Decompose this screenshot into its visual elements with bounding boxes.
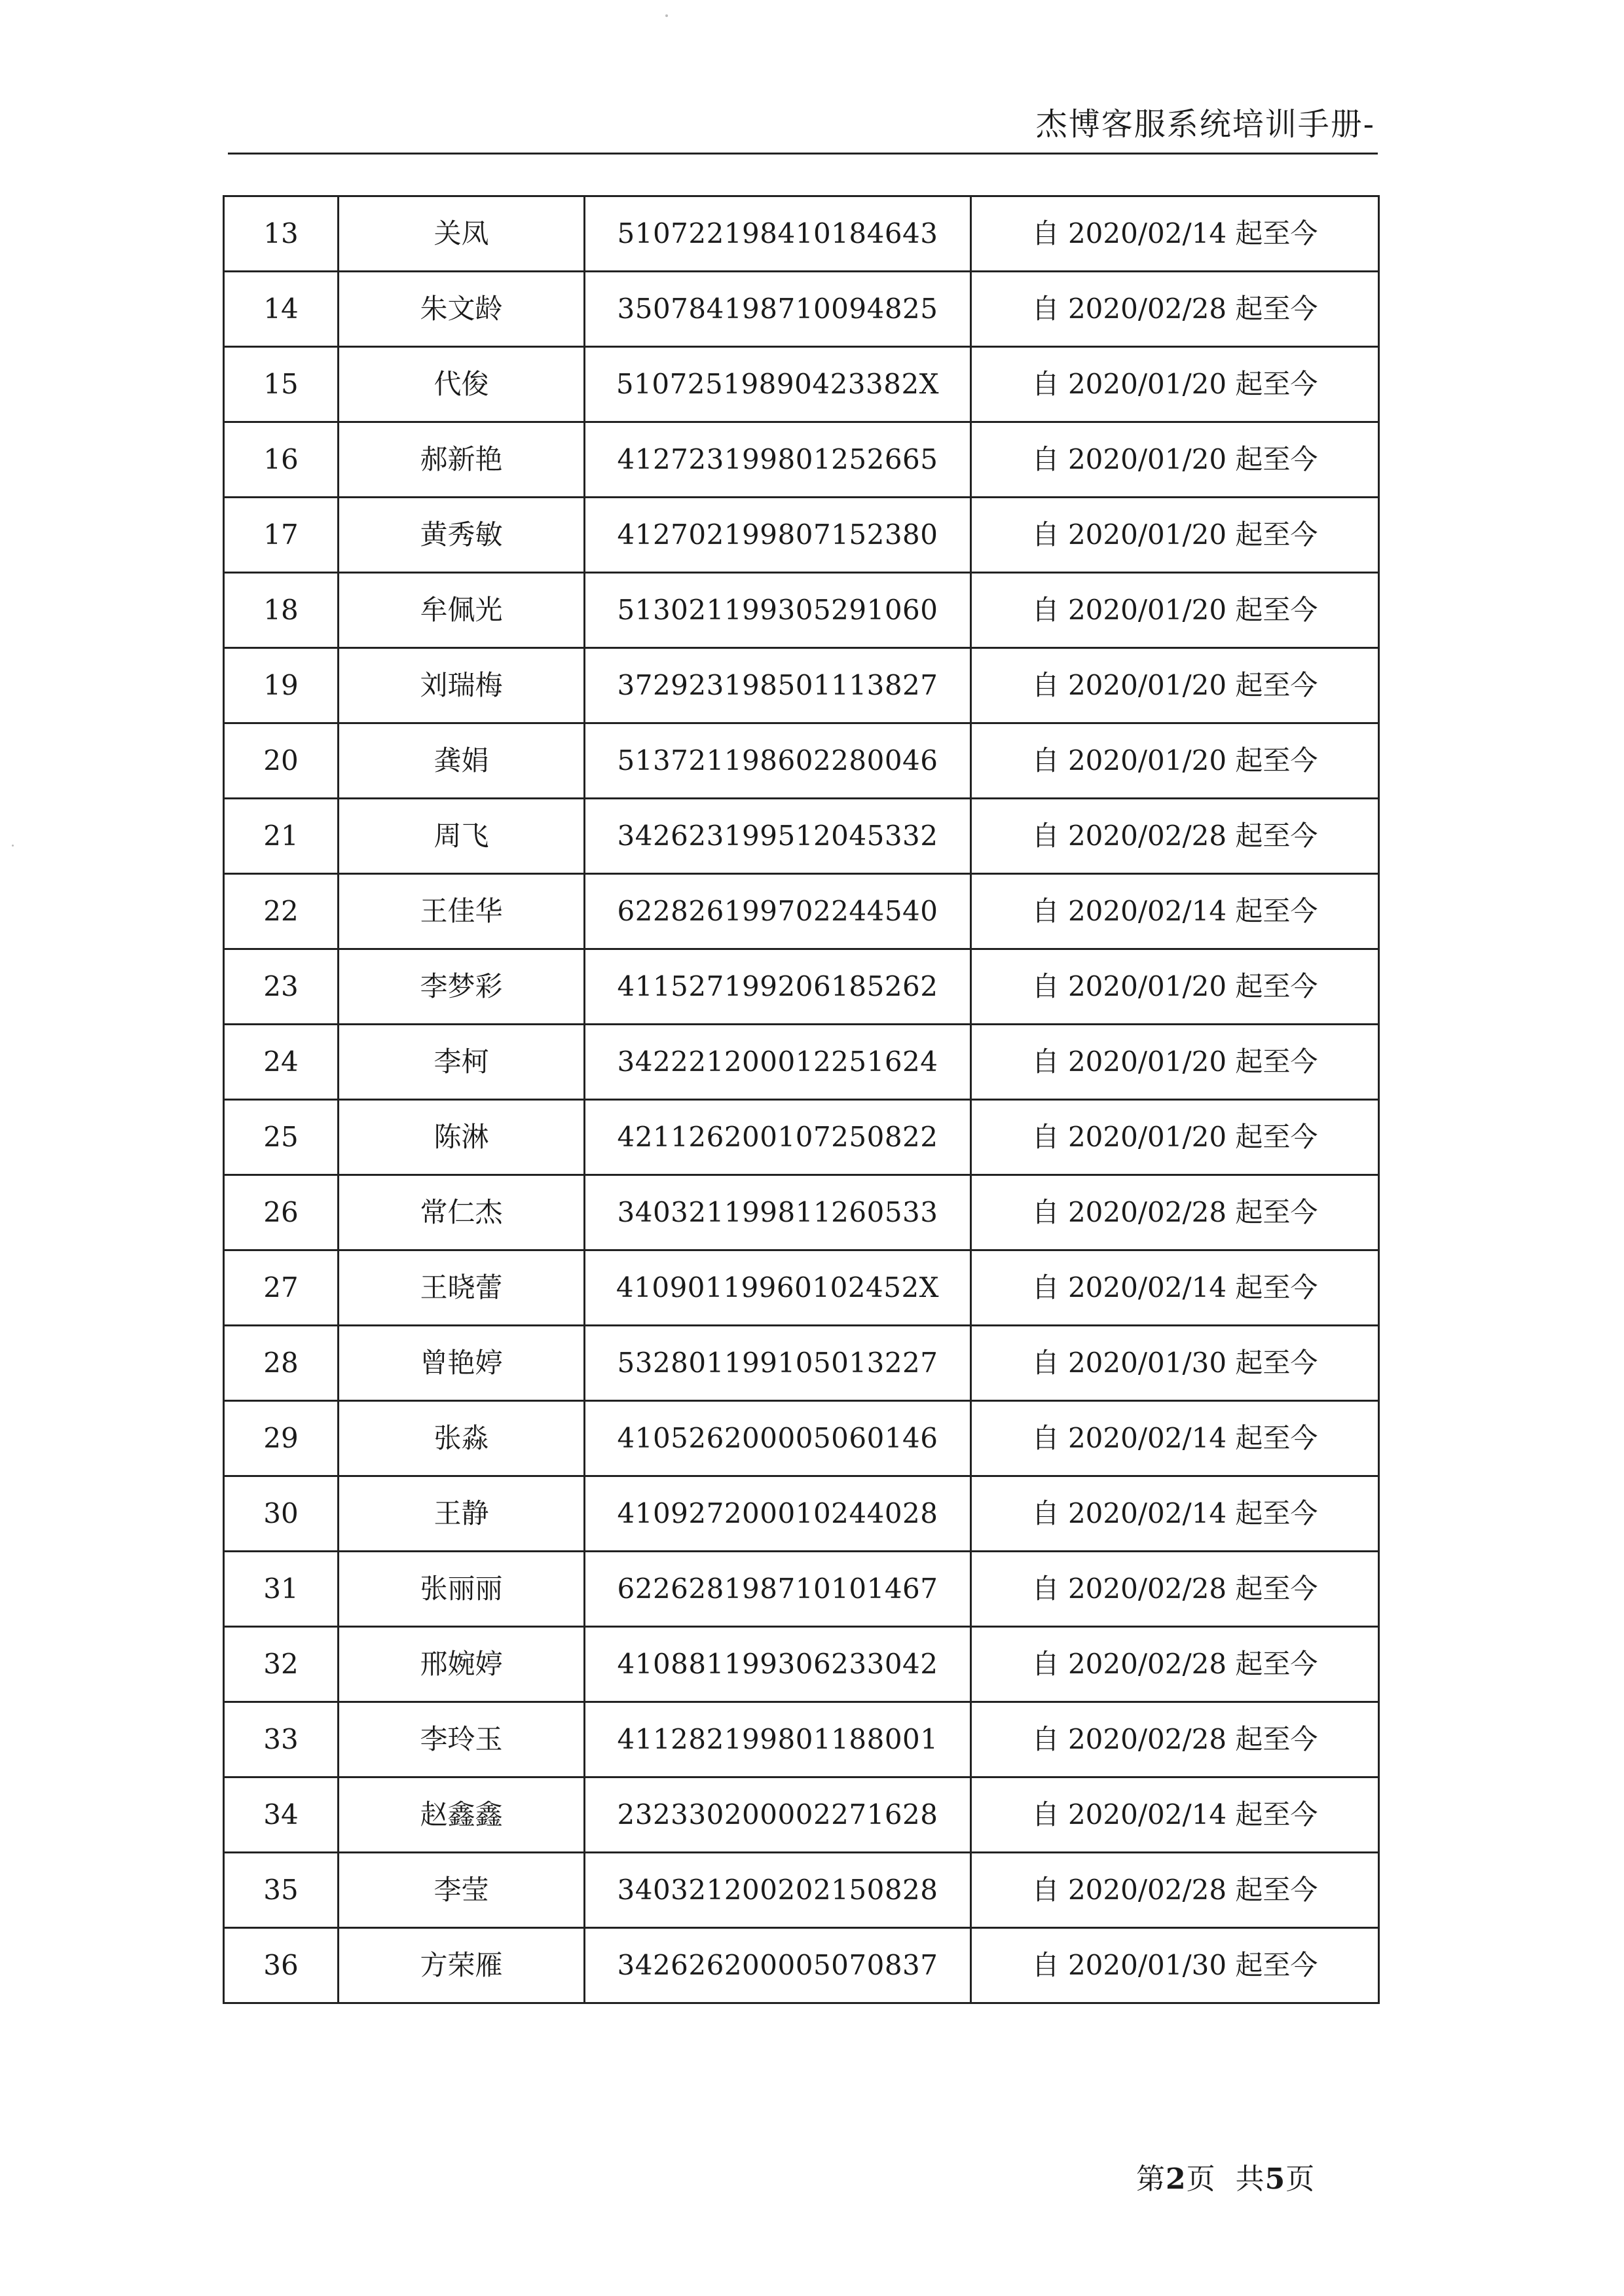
cell-number: 33 [224,1702,339,1777]
cell-number: 19 [224,648,339,723]
cell-period: 自 2020/01/20 起至今 [971,723,1379,799]
cell-name: 张淼 [339,1401,585,1476]
table-row [224,1777,1379,1853]
table-row [224,1100,1379,1175]
roster-table-body [224,196,1379,2003]
cell-id-number: 421126200107250822 [585,1100,971,1175]
cell-name: 方荣雁 [339,1928,585,2003]
cell-id-number: 350784198710094825 [585,272,971,347]
cell-id-number: 340321200202150828 [585,1853,971,1928]
cell-id-number: 411527199206185262 [585,949,971,1025]
cell-id-number: 410526200005060146 [585,1401,971,1476]
cell-period: 自 2020/02/14 起至今 [971,1476,1379,1552]
cell-id-number: 532801199105013227 [585,1326,971,1401]
table-row [224,949,1379,1025]
cell-id-number: 513721198602280046 [585,723,971,799]
table-row [224,799,1379,874]
cell-number: 18 [224,573,339,648]
cell-number: 30 [224,1476,339,1552]
table-row [224,272,1379,347]
cell-name: 牟佩光 [339,573,585,648]
cell-period: 自 2020/01/20 起至今 [971,347,1379,422]
page-suffix: 页 [1285,2162,1316,2196]
page-mid: 页 共 [1186,2162,1265,2196]
cell-period: 自 2020/02/14 起至今 [971,196,1379,272]
table-row [224,498,1379,573]
cell-name: 王晓蕾 [339,1250,585,1326]
cell-period: 自 2020/01/20 起至今 [971,1100,1379,1175]
cell-number: 21 [224,799,339,874]
scan-speck [665,14,668,17]
page-prefix: 第 [1136,2162,1166,2196]
cell-number: 24 [224,1025,339,1100]
cell-number: 15 [224,347,339,422]
table-row [224,1250,1379,1326]
cell-name: 关凤 [339,196,585,272]
cell-period: 自 2020/02/28 起至今 [971,1627,1379,1702]
cell-number: 26 [224,1175,339,1250]
cell-id-number: 622826199702244540 [585,874,971,949]
cell-name: 陈淋 [339,1100,585,1175]
cell-period: 自 2020/01/20 起至今 [971,498,1379,573]
cell-number: 13 [224,196,339,272]
cell-name: 常仁杰 [339,1175,585,1250]
cell-period: 自 2020/02/28 起至今 [971,1552,1379,1627]
cell-period: 自 2020/01/20 起至今 [971,422,1379,498]
page-number [1136,2155,1315,2197]
table-row [224,1552,1379,1627]
cell-period: 自 2020/02/28 起至今 [971,272,1379,347]
table-row [224,1702,1379,1777]
cell-period: 自 2020/02/28 起至今 [971,1175,1379,1250]
cell-number: 31 [224,1552,339,1627]
cell-name: 代俊 [339,347,585,422]
cell-name: 王静 [339,1476,585,1552]
cell-name: 黄秀敏 [339,498,585,573]
cell-id-number: 412702199807152380 [585,498,971,573]
cell-name: 刘瑞梅 [339,648,585,723]
cell-period: 自 2020/02/14 起至今 [971,874,1379,949]
cell-number: 34 [224,1777,339,1853]
cell-number: 29 [224,1401,339,1476]
cell-number: 35 [224,1853,339,1928]
cell-id-number: 513021199305291060 [585,573,971,648]
cell-period: 自 2020/01/20 起至今 [971,949,1379,1025]
cell-id-number: 622628198710101467 [585,1552,971,1627]
cell-number: 16 [224,422,339,498]
cell-number: 28 [224,1326,339,1401]
table-row [224,1476,1379,1552]
cell-name: 赵鑫鑫 [339,1777,585,1853]
cell-id-number: 51072519890423382X [585,347,971,422]
cell-period: 自 2020/01/30 起至今 [971,1928,1379,2003]
table-row [224,1928,1379,2003]
table-row [224,1326,1379,1401]
cell-id-number: 232330200002271628 [585,1777,971,1853]
cell-period: 自 2020/01/20 起至今 [971,573,1379,648]
table-row [224,1627,1379,1702]
cell-period: 自 2020/02/14 起至今 [971,1401,1379,1476]
cell-period: 自 2020/02/28 起至今 [971,1702,1379,1777]
cell-name: 龚娟 [339,723,585,799]
table-row [224,874,1379,949]
cell-id-number: 412723199801252665 [585,422,971,498]
cell-number: 22 [224,874,339,949]
cell-name: 朱文龄 [339,272,585,347]
cell-name: 李柯 [339,1025,585,1100]
cell-period: 自 2020/02/14 起至今 [971,1777,1379,1853]
cell-number: 32 [224,1627,339,1702]
table-row [224,648,1379,723]
cell-name: 邢婉婷 [339,1627,585,1702]
header-divider [228,153,1378,155]
cell-id-number: 411282199801188001 [585,1702,971,1777]
table-row [224,347,1379,422]
roster-table [223,195,1380,2004]
cell-name: 郝新艳 [339,422,585,498]
cell-id-number: 342626200005070837 [585,1928,971,2003]
header-title: 杰博客服系统培训手册- [1035,106,1375,143]
cell-number: 20 [224,723,339,799]
table-row [224,1175,1379,1250]
cell-name: 曾艳婷 [339,1326,585,1401]
cell-period: 自 2020/02/28 起至今 [971,1853,1379,1928]
cell-number: 27 [224,1250,339,1326]
scan-speck [12,845,14,847]
cell-period: 自 2020/02/14 起至今 [971,1250,1379,1326]
table-row [224,1401,1379,1476]
table-row [224,422,1379,498]
cell-period: 自 2020/02/28 起至今 [971,799,1379,874]
cell-name: 李玲玉 [339,1702,585,1777]
cell-number: 23 [224,949,339,1025]
cell-id-number: 510722198410184643 [585,196,971,272]
page-current: 2 [1166,2162,1187,2196]
cell-name: 王佳华 [339,874,585,949]
cell-id-number: 342623199512045332 [585,799,971,874]
page-total: 5 [1264,2162,1286,2196]
table-row [224,723,1379,799]
cell-number: 14 [224,272,339,347]
cell-id-number: 372923198501113827 [585,648,971,723]
cell-id-number: 410927200010244028 [585,1476,971,1552]
cell-name: 周飞 [339,799,585,874]
table-row [224,1025,1379,1100]
cell-name: 张丽丽 [339,1552,585,1627]
cell-number: 25 [224,1100,339,1175]
table-row [224,573,1379,648]
table-row [224,196,1379,272]
cell-id-number: 340321199811260533 [585,1175,971,1250]
cell-name: 李梦彩 [339,949,585,1025]
cell-id-number: 41090119960102452X [585,1250,971,1326]
table-row [224,1853,1379,1928]
cell-id-number: 342221200012251624 [585,1025,971,1100]
cell-period: 自 2020/01/20 起至今 [971,1025,1379,1100]
cell-period: 自 2020/01/20 起至今 [971,648,1379,723]
cell-number: 17 [224,498,339,573]
cell-id-number: 410881199306233042 [585,1627,971,1702]
cell-name: 李莹 [339,1853,585,1928]
cell-period: 自 2020/01/30 起至今 [971,1326,1379,1401]
cell-number: 36 [224,1928,339,2003]
